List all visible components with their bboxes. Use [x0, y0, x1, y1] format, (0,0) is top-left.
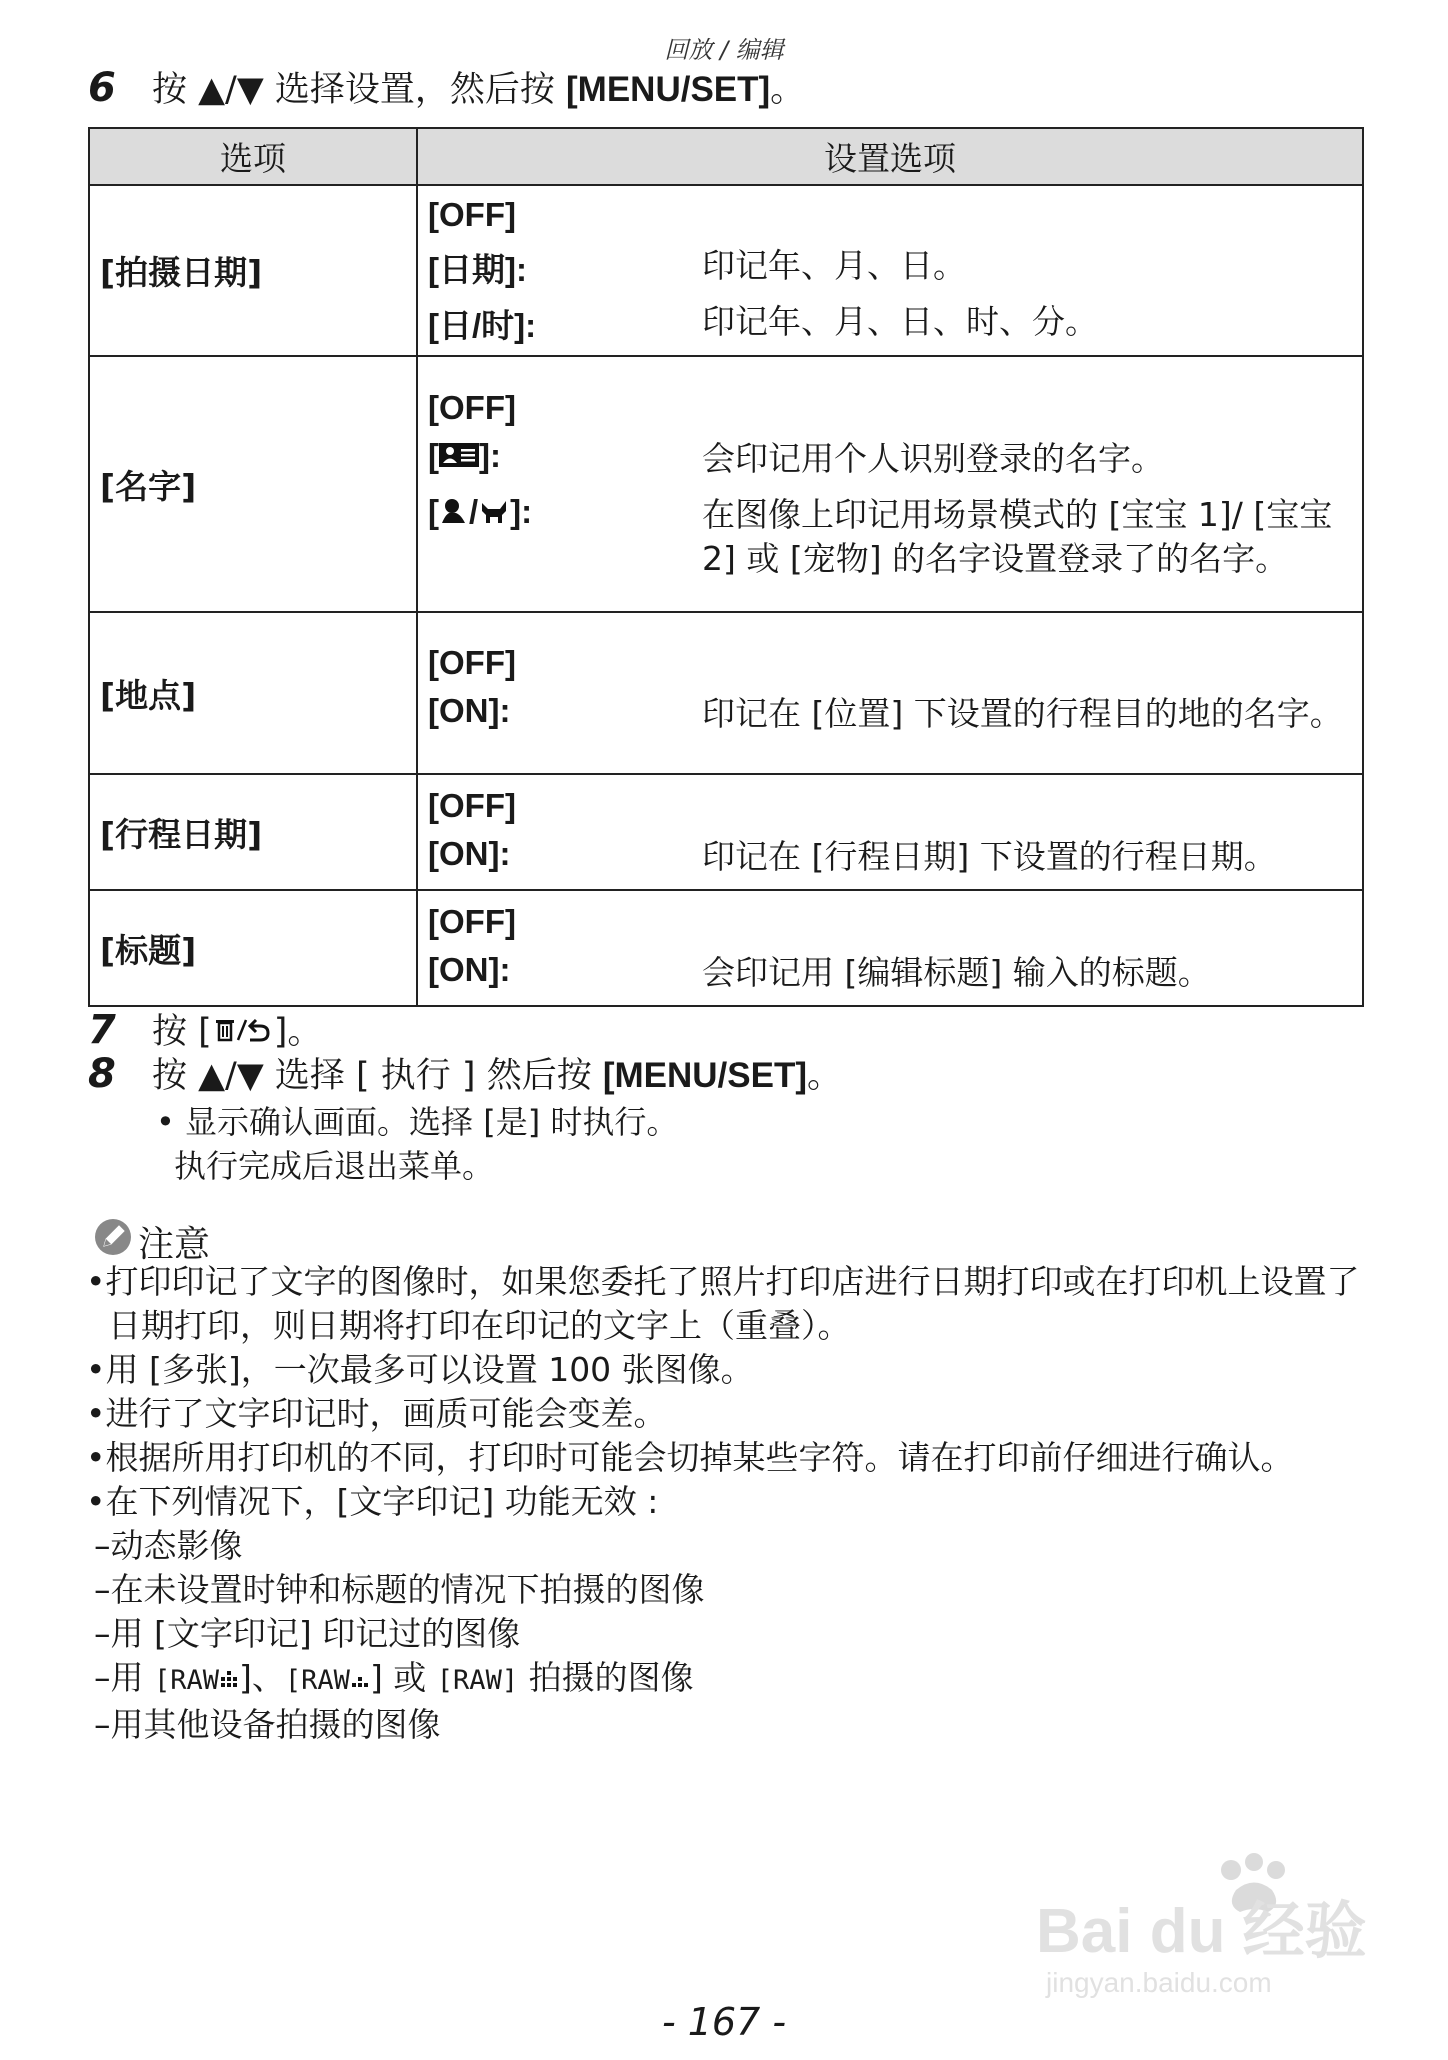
watermark-url: jingyan.baidu.com [1046, 1967, 1272, 1998]
raw-line-prefix: –用 [94, 1658, 154, 1697]
step8-sub-1: • 显示确认画面。选择 [是] 时执行。 [156, 1103, 679, 1141]
step-text-end: 。 [770, 70, 806, 110]
step-text: 按 ▲/▼ 选择 [ 执行 ] 然后按 [152, 1056, 603, 1096]
table-row [89, 774, 1363, 890]
note-subitem: –在未设置时钟和标题的情况下拍摄的图像 [94, 1570, 705, 1609]
note-subitem-raw [86, 1656, 1376, 1703]
quality-standard-icon [350, 1658, 370, 1702]
note-item: •用 [多张]，一次最多可以设置 100 张图像。 [86, 1350, 754, 1389]
step-number: 6 [88, 65, 116, 111]
note-item: •在下列情况下，[文字印记] 功能无效 : [86, 1482, 659, 1521]
setting-key: [OFF] [428, 903, 516, 940]
face-recognition-icon [439, 439, 479, 477]
raw-line-sep: ]、 [239, 1658, 285, 1697]
step-text-end: ]。 [273, 1012, 323, 1052]
setting-desc: 印记在 [位置] 下设置的行程目的地的名字。 [702, 694, 1343, 733]
step8-sub-2: 执行完成后退出菜单。 [174, 1147, 495, 1185]
step-6 [88, 66, 805, 112]
delete-return-icon [212, 1011, 274, 1055]
raw-line-suffix: 拍摄的图像 [518, 1658, 694, 1697]
baby-icon [439, 495, 469, 533]
note-subitem: –动态影像 [94, 1526, 243, 1565]
setting-key: ]: [510, 493, 533, 530]
setting-desc: 在图像上印记用场景模式的 [宝宝 1]/ [宝宝 2] 或 [宠物] 的名字设置登录了的名字。 [702, 495, 1333, 578]
step-text: 按 ▲/▼ 选择设置，然后按 [152, 70, 567, 110]
setting-desc: 印记在 [行程日期] 下设置的行程日期。 [702, 837, 1277, 876]
step-text-end: 。 [806, 1056, 842, 1096]
table-row [89, 185, 1363, 356]
bracket-open: [ [428, 493, 439, 530]
setting-key: [OFF] [428, 787, 516, 824]
col-header-option: 选项 [89, 128, 417, 185]
option-label: [行程日期] [89, 774, 417, 890]
step-8 [88, 1052, 842, 1098]
setting-desc [702, 192, 1352, 196]
page-header: 回放 / 编辑 [664, 36, 784, 64]
watermark-brand: Bai du 经验 [1036, 1897, 1367, 1966]
step-7 [88, 1008, 322, 1055]
setting-desc [702, 385, 1352, 389]
pencil-note-icon [94, 1218, 132, 1265]
col-header-settings: 设置选项 [417, 128, 1363, 185]
note-item: •进行了文字印记时，画质可能会变差。 [86, 1394, 667, 1433]
note-item: •根据所用打印机的不同，打印时可能会切掉某些字符。请在打印前仔细进行确认。 [86, 1438, 1294, 1477]
note-list [86, 1260, 1376, 1747]
setting-desc: 会印记用个人识别登录的名字。 [702, 439, 1164, 478]
step-number: 7 [88, 1007, 116, 1053]
step-number: 8 [88, 1051, 116, 1097]
setting-desc: 会印记用 [编辑标题] 输入的标题。 [702, 953, 1211, 992]
raw-label: [RAW] [436, 1665, 519, 1696]
page-number: - 167 - [661, 2000, 787, 2044]
slash: / [469, 493, 479, 530]
setting-key: [日期]: [428, 251, 527, 288]
setting-key: [OFF] [428, 389, 516, 426]
option-label: [标题] [89, 890, 417, 1006]
raw-fine-label: [RAW [154, 1665, 220, 1696]
setting-desc [702, 783, 1352, 787]
settings-table [88, 127, 1364, 1007]
setting-key: [OFF] [428, 644, 516, 681]
setting-desc [702, 640, 1352, 644]
note-subitem: –用其他设备拍摄的图像 [94, 1705, 441, 1744]
setting-key: [OFF] [428, 196, 516, 233]
setting-desc: 印记年、月、日、时、分。 [702, 302, 1098, 341]
note-title: 注意 [138, 1224, 211, 1265]
option-label: [地点] [89, 612, 417, 774]
step-text: 按 [ [152, 1012, 212, 1052]
setting-key: [ON]: [428, 835, 511, 872]
menu-set-label: [MENU/SET] [566, 70, 771, 109]
pet-icon [478, 495, 510, 533]
setting-key: ]: [479, 437, 501, 474]
setting-key: [ON]: [428, 951, 511, 988]
option-label: [拍摄日期] [89, 185, 417, 356]
raw-standard-label: [RAW [284, 1665, 350, 1696]
option-label: [名字] [89, 356, 417, 612]
table-row [89, 890, 1363, 1006]
table-row [89, 612, 1363, 774]
note-item: •打印印记了文字的图像时，如果您委托了照片打印店进行日期打印或在打印机上设置了日期打印，则日期将打印在印记的文字上（重叠）。 [86, 1262, 1360, 1345]
quality-fine-icon [219, 1658, 239, 1702]
setting-desc: 印记年、月、日。 [702, 246, 966, 285]
raw-line-sep: ] 或 [369, 1658, 437, 1697]
bracket-open: [ [428, 437, 439, 474]
menu-set-label: [MENU/SET] [602, 1056, 807, 1095]
setting-key: [日/时]: [428, 307, 537, 344]
note-subitem: –用 [文字印记] 印记过的图像 [94, 1614, 521, 1653]
setting-key: [ON]: [428, 692, 511, 729]
baidu-watermark [1036, 1850, 1376, 2004]
setting-desc [702, 899, 1352, 903]
table-row [89, 356, 1363, 612]
